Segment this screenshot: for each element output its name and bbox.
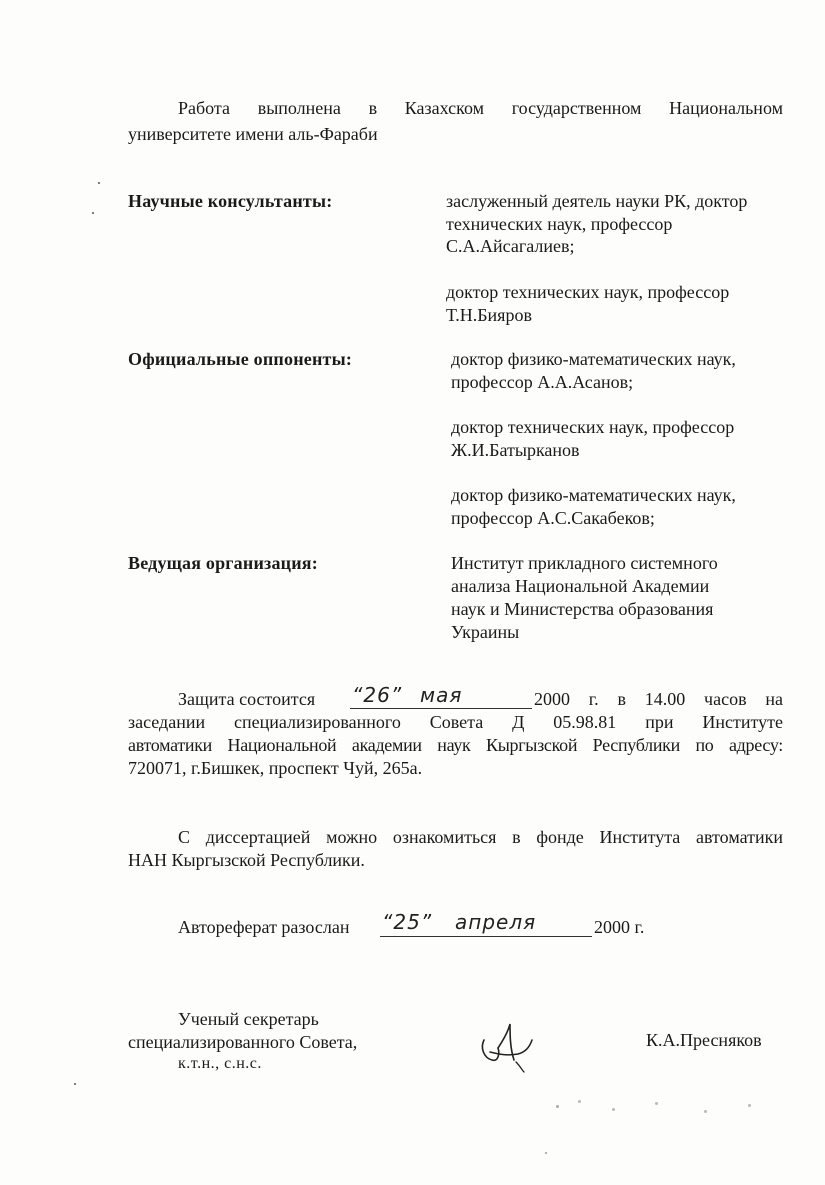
opponent-2-line-2: Ж.И.Батырканов — [451, 440, 580, 460]
defense-date-blank — [350, 708, 532, 709]
opponent-3-line-2: профессор А.С.Сакабеков; — [451, 508, 655, 528]
leading-org-line-4: Украины — [451, 622, 520, 642]
secretary-title-line-1: Ученый секретарь — [178, 1009, 319, 1029]
scan-speck — [545, 1152, 547, 1154]
consultant-1-line-1: заслуженный деятель науки РК, доктор — [446, 191, 748, 211]
consultant-2-line-2: Т.Н.Бияров — [446, 305, 532, 325]
defense-line-4: 720071, г.Бишкек, проспект Чуй, 265а. — [128, 758, 423, 778]
sent-date-blank — [380, 936, 592, 937]
secretary-name: К.А.Пресняков — [646, 1030, 762, 1050]
defense-line-1-rest: 2000 г. в 14.00 часов на — [534, 689, 783, 709]
scan-speck — [655, 1102, 658, 1105]
scan-speck — [578, 1100, 581, 1103]
secretary-title-line-2: специализированного Совета, — [128, 1032, 358, 1052]
defense-handwritten-month: мая — [420, 683, 463, 707]
defense-handwritten-day: “26” — [352, 683, 403, 707]
leading-org-line-2: анализа Национальной Академии — [451, 576, 710, 596]
sent-handwritten-day: “25” — [382, 910, 433, 934]
scan-speck — [92, 212, 94, 214]
secretary-degree: к.т.н., с.н.с. — [178, 1055, 262, 1072]
consultants-label: Научные консультанты: — [128, 191, 333, 211]
scan-speck — [612, 1108, 615, 1111]
sent-suffix: 2000 г. — [594, 917, 645, 937]
defense-prefix: Защита состоится — [178, 689, 316, 709]
sent-handwritten-month: апреля — [455, 910, 537, 934]
defense-line-2: заседании специализированного Совета Д 05.98.81 при Институте — [128, 712, 783, 732]
leading-org-label: Ведущая организация: — [128, 553, 318, 573]
intro-line-2: университете имени аль-Фараби — [128, 124, 378, 144]
scan-speck — [704, 1110, 707, 1113]
consultant-1-line-3: С.А.Айсагалиев; — [446, 236, 575, 256]
defense-line-3: автоматики Национальной академии наук Кыргызской Республики по адресу: — [128, 735, 783, 755]
opponent-1-line-1: доктор физико-математических наук, — [451, 349, 736, 369]
opponent-2-line-1: доктор технических наук, профессор — [451, 417, 735, 437]
sent-prefix: Автореферат разослан — [178, 917, 350, 937]
scan-speck — [98, 182, 100, 184]
signature — [476, 1018, 536, 1074]
opponents-label: Официальные оппоненты: — [128, 349, 353, 369]
scan-speck — [748, 1104, 751, 1107]
scan-speck — [74, 1083, 76, 1085]
consultant-2-line-1: доктор технических наук, профессор — [446, 282, 730, 302]
intro-line-1: Работа выполнена в Казахском государственном Национальном — [178, 98, 783, 118]
opponent-3-line-1: доктор физико-математических наук, — [451, 485, 736, 505]
dissertation-line-2: НАН Кыргызской Республики. — [128, 850, 365, 870]
scan-speck — [556, 1105, 559, 1108]
consultant-1-line-2: технических наук, профессор — [446, 214, 673, 234]
dissertation-line-1: С диссертацией можно ознакомиться в фонде Института автоматики — [178, 827, 783, 847]
opponent-1-line-2: профессор А.А.Асанов; — [451, 372, 634, 392]
leading-org-line-1: Институт прикладного системного — [451, 553, 718, 573]
leading-org-line-3: наук и Министерства образования — [451, 599, 714, 619]
